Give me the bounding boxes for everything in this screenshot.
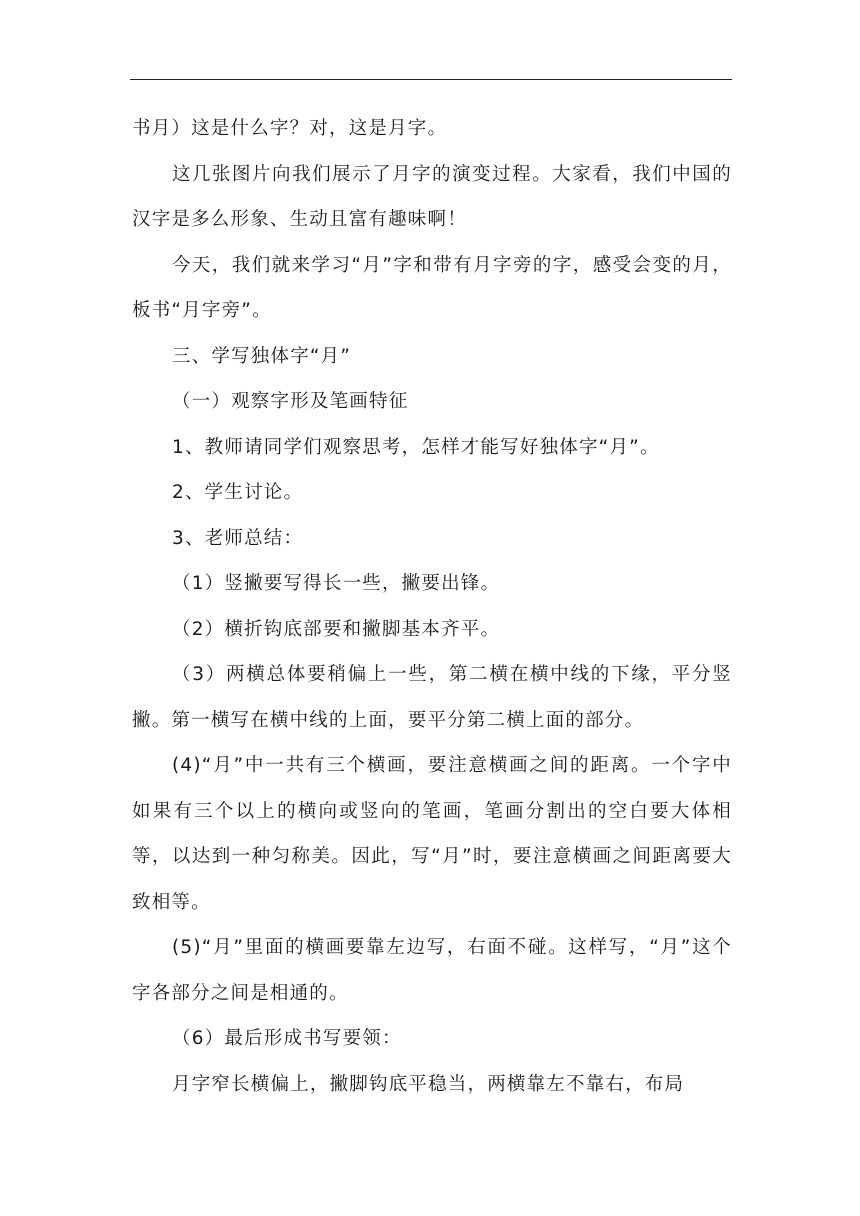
subsection-heading-1: （一）观察字形及笔画特征: [172, 391, 409, 412]
document-body: [132, 106, 732, 1107]
paragraph-evolution: 这几张图片向我们展示了月字的演变过程。大家看，我们中国的汉字是多么形象、生动且富有趣味啊！: [132, 163, 732, 230]
list-item-2: 2、学生讨论。: [172, 482, 304, 503]
point-5: (5)“月”里面的横画要靠左边写，右面不碰。这样写，“月”这个字各部分之间是相通的。: [132, 937, 732, 1004]
section-heading-3: 三、学写独体字“月”: [172, 345, 352, 367]
point-1: （1）竖撇要写得长一些，撇要出锋。: [172, 573, 501, 594]
point-6: （6）最后形成书写要领：: [172, 1028, 402, 1049]
point-2: （2）横折钩底部要和撇脚基本齐平。: [172, 618, 501, 640]
header-rule: [130, 79, 732, 80]
paragraph-continuation: 书月）这是什么字？对，这是月字。: [132, 118, 448, 139]
writing-rhyme: 月字窄长横偏上，撇脚钩底平稳当，两横靠左不靠右，布局: [172, 1073, 685, 1095]
list-item-3: 3、老师总结：: [172, 527, 304, 549]
list-item-1: 1、教师请同学们观察思考，怎样才能写好独体字“月”。: [172, 436, 660, 458]
point-3: （3）两横总体要稍偏上一些，第二横在横中线的下缘，平分竖撇。第一横写在横中线的上面，要平分第二横上面的部分。: [132, 664, 732, 731]
paragraph-today: 今天，我们就来学习“月”字和带有月字旁的字，感受会变的月，板书“月字旁”。: [132, 254, 732, 321]
point-4: (4)“月”中一共有三个横画，要注意横画之间的距离。一个字中如果有三个以上的横向或竖向的笔画，笔画分割出的空白要大体相等，以达到一种匀称美。因此，写“月”时，要注意横画之间距离要大致相等。: [132, 755, 732, 913]
